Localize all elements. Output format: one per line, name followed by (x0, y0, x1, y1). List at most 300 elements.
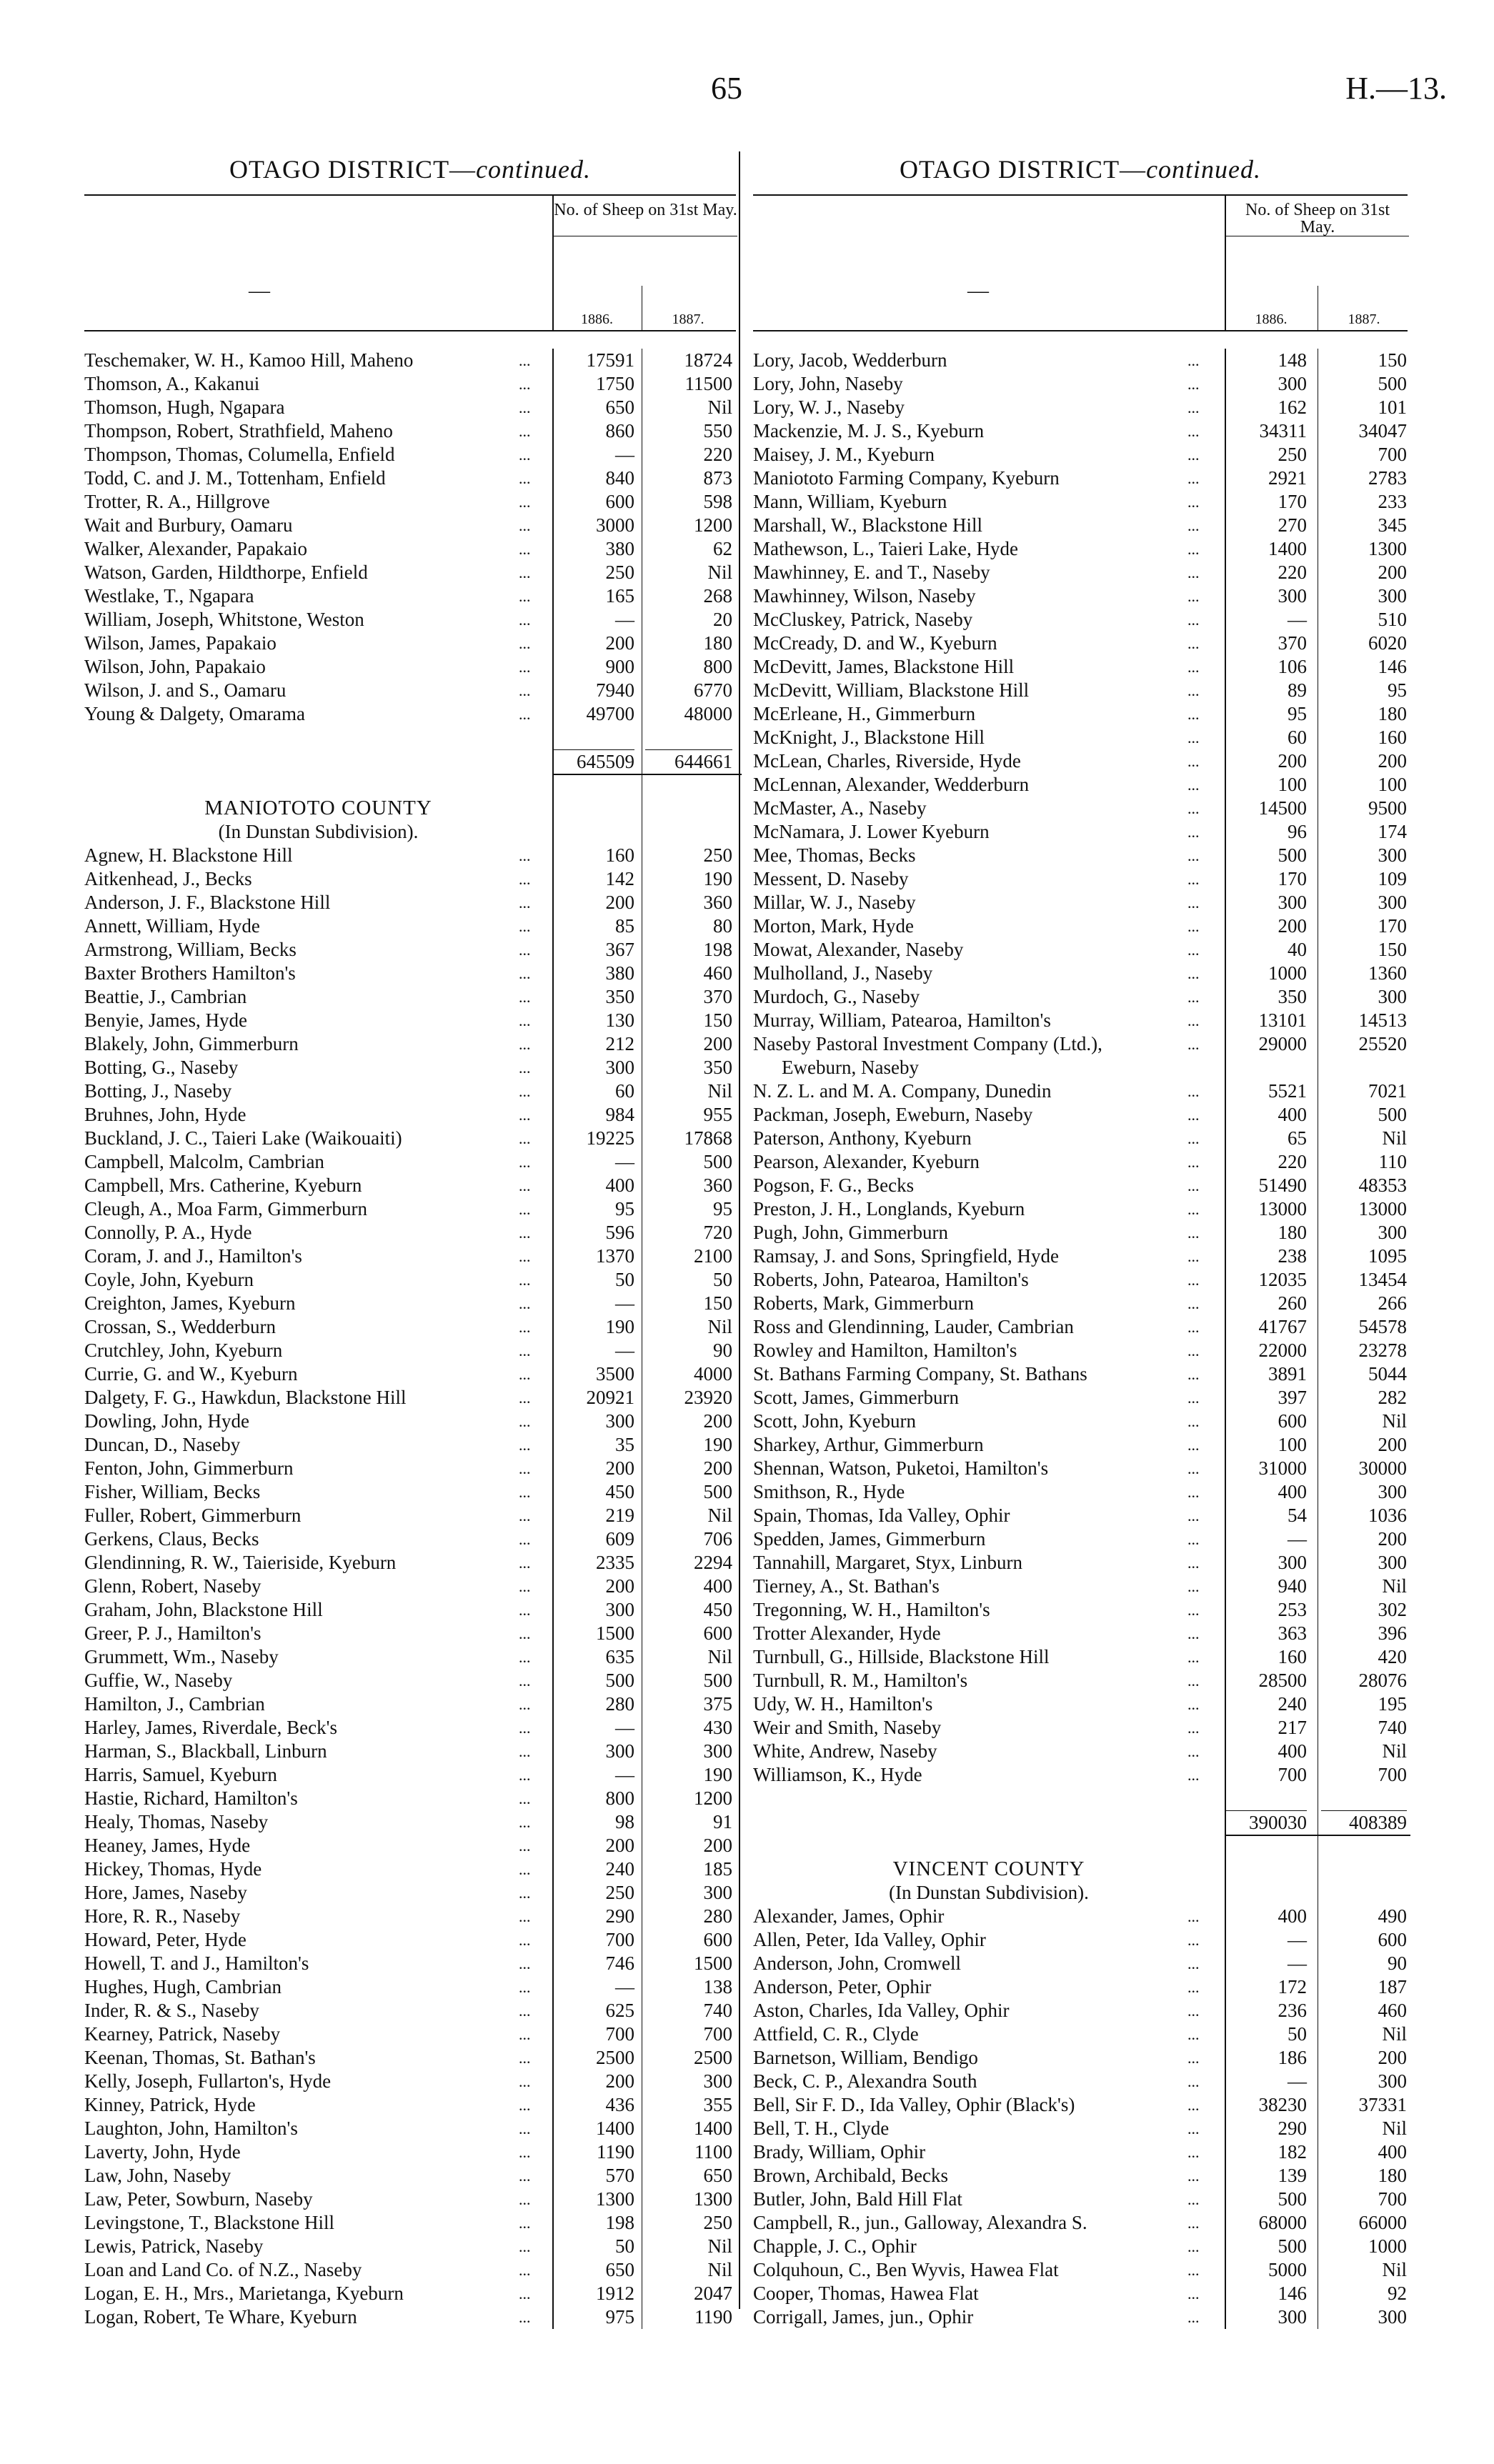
leader-dots: ... (1187, 1672, 1200, 1690)
sheep-1887: Nil (707, 1316, 732, 1337)
leader-dots: ... (519, 587, 531, 605)
owner-name: Mathewson, L., Taieri Lake, Hyde (753, 538, 1018, 559)
sheep-1886: 220 (1278, 562, 1307, 583)
sheep-1886: 400 (1278, 1905, 1307, 1927)
page-number: 65 (711, 71, 742, 106)
owner-row (84, 1079, 736, 1103)
owner-name: Smithson, R., Hyde (753, 1481, 905, 1502)
owner-row (84, 1174, 736, 1197)
sheep-1887: 170 (1378, 915, 1407, 937)
header-dash: — (967, 279, 989, 302)
leader-dots: ... (1187, 1436, 1200, 1454)
owner-row (753, 1480, 1408, 1504)
owner-name: Campbell, Malcolm, Cambrian (84, 1151, 324, 1172)
leader-dots: ... (519, 1153, 531, 1171)
owner-row (84, 1692, 736, 1716)
sheep-1886: 500 (1278, 2188, 1307, 2210)
center-column-rule (739, 151, 740, 2309)
owner-name: Westlake, T., Ngapara (84, 585, 254, 607)
owner-row (84, 1527, 736, 1551)
owner-row (753, 1504, 1408, 1527)
leader-dots: ... (519, 917, 531, 935)
owner-row (84, 1457, 736, 1480)
leader-dots: ... (519, 2120, 531, 2138)
leader-dots: ... (519, 1790, 531, 1807)
owner-name: Dowling, John, Hyde (84, 1410, 249, 1432)
leader-dots: ... (519, 1766, 531, 1784)
leader-dots: ... (1187, 917, 1200, 935)
owner-row (84, 1410, 736, 1433)
sheep-1886: 19225 (586, 1127, 634, 1149)
owner-name: Howard, Peter, Hyde (84, 1929, 246, 1950)
owner-name: Kelly, Joseph, Fullarton's, Hyde (84, 2070, 332, 2092)
owner-name: Barnetson, William, Bendigo (753, 2047, 978, 2068)
leader-dots: ... (519, 1295, 531, 1312)
owner-row (84, 867, 736, 891)
sheep-1886: 142 (605, 868, 634, 889)
total-1887: 408389 (1321, 1810, 1407, 1835)
leader-dots: ... (1187, 1247, 1200, 1265)
leader-dots: ... (1187, 964, 1200, 982)
owner-name: Scott, James, Gimmerburn (753, 1387, 959, 1408)
leader-dots: ... (519, 870, 531, 888)
owner-name: Coram, J. and J., Hamilton's (84, 1245, 302, 1267)
sheep-1886: 50 (615, 1269, 634, 1290)
owner-name: Murdoch, G., Naseby (753, 986, 920, 1007)
owner-name: Lewis, Patrick, Naseby (84, 2235, 264, 2257)
sheep-1887: 174 (1378, 821, 1407, 842)
leader-dots: ... (1187, 1318, 1200, 1336)
spacer-row (753, 1834, 1408, 1857)
leader-dots: ... (519, 941, 531, 959)
sheep-1886: 200 (605, 1835, 634, 1856)
owner-row (84, 1810, 736, 1834)
owner-row (753, 1433, 1408, 1457)
leader-dots: ... (519, 375, 531, 393)
leader-dots: ... (519, 1625, 531, 1642)
sheep-1887: Nil (1382, 1410, 1407, 1432)
sheep-1886: 60 (1288, 727, 1307, 748)
sheep-1887: 1400 (694, 2118, 732, 2139)
owner-name: Trotter, R. A., Hillgrove (84, 491, 270, 512)
leader-dots: ... (519, 1813, 531, 1831)
total-row (84, 749, 736, 773)
sheep-1887: Nil (1382, 2259, 1407, 2280)
leader-dots: ... (519, 2025, 531, 2043)
owner-name: Cooper, Thomas, Hawea Flat (753, 2283, 979, 2304)
owner-name: Wilson, John, Papakaio (84, 656, 266, 677)
leader-dots: ... (519, 1648, 531, 1666)
sheep-1886: 700 (605, 1929, 634, 1950)
sheep-1887: 28076 (1358, 1670, 1407, 1691)
owner-row (84, 514, 736, 537)
sheep-1886: 300 (605, 1740, 634, 1762)
sheep-1886: 240 (1278, 1693, 1307, 1715)
sheep-1886: 106 (1278, 656, 1307, 677)
owner-name: Cleugh, A., Moa Farm, Gimmerburn (84, 1198, 367, 1219)
owner-row (753, 1669, 1408, 1692)
leader-dots: ... (519, 2261, 531, 2279)
leader-dots: ... (1187, 2025, 1200, 2043)
leader-dots: ... (519, 1507, 531, 1525)
owner-name: Weir and Smith, Naseby (753, 1717, 942, 1738)
leader-dots: ... (1187, 1035, 1200, 1053)
leader-dots: ... (1187, 776, 1200, 794)
sheep-1887: 430 (703, 1717, 732, 1738)
sheep-1886: — (615, 1717, 634, 1738)
owner-name: Anderson, John, Cromwell (753, 1952, 961, 1974)
sheep-1886: 350 (605, 986, 634, 1007)
sheep-1887: 200 (1378, 1434, 1407, 1455)
owner-name: Benyie, James, Hyde (84, 1009, 247, 1031)
sheep-1887: 95 (1388, 679, 1407, 701)
owner-name: Rowley and Hamilton, Hamilton's (753, 1340, 1017, 1361)
owner-name: Logan, Robert, Te Whare, Kyeburn (84, 2306, 357, 2328)
sheep-1887: 1500 (694, 1952, 732, 1974)
sheep-1887: 54578 (1358, 1316, 1407, 1337)
owner-row (84, 2164, 736, 2188)
owner-name: Guffie, W., Naseby (84, 1670, 233, 1691)
owner-row (753, 1245, 1408, 1268)
owner-row (753, 679, 1408, 702)
sheep-1886: 840 (605, 467, 634, 489)
sheep-1886: — (615, 1292, 634, 1314)
owner-row (753, 914, 1408, 938)
leader-dots: ... (519, 1012, 531, 1029)
owner-name: Crossan, S., Wedderburn (84, 1316, 277, 1337)
sheep-1886: 3891 (1268, 1363, 1307, 1385)
owner-name: Ross and Glendinning, Lauder, Cambrian (753, 1316, 1074, 1337)
sheep-1886: 363 (1278, 1622, 1307, 1644)
owner-row (84, 2188, 736, 2211)
leader-dots: ... (519, 2308, 531, 2326)
owner-row (84, 1834, 736, 1857)
sheep-1886: 7940 (596, 679, 634, 701)
right-column (753, 151, 1408, 2329)
sheep-1887: 180 (703, 632, 732, 654)
owner-row (753, 2282, 1408, 2305)
sheep-1886: 300 (1278, 373, 1307, 394)
sheep-1887: 101 (1378, 396, 1407, 418)
owner-name: Tregonning, W. H., Hamilton's (753, 1599, 990, 1620)
owner-row (753, 1527, 1408, 1551)
owner-row (753, 1457, 1408, 1480)
sheep-1887: 300 (1378, 1552, 1407, 1573)
owner-row (753, 1952, 1408, 1975)
owner-name: Annett, William, Hyde (84, 915, 260, 937)
sheep-1886: 370 (1278, 632, 1307, 654)
sheep-1887: Nil (707, 1646, 732, 1667)
sheep-1886: 85 (615, 915, 634, 937)
leader-dots: ... (1187, 1742, 1200, 1760)
sheep-1886: 900 (605, 656, 634, 677)
sheep-1886: 95 (1288, 703, 1307, 724)
owner-name: Paterson, Anthony, Kyeburn (753, 1127, 972, 1149)
sheep-1887: 282 (1378, 1387, 1407, 1408)
sheep-1886: 217 (1278, 1717, 1307, 1738)
owner-name: Attfield, C. R., Clyde (753, 2023, 919, 2045)
leader-dots: ... (1187, 1978, 1200, 1996)
sheep-1887: 510 (1378, 609, 1407, 630)
sheep-1886: 182 (1278, 2141, 1307, 2163)
sheep-1887: Nil (1382, 1575, 1407, 1597)
county-title (753, 1857, 1408, 1881)
sheep-1887: 66000 (1358, 2212, 1407, 2233)
sheep-1887: 23278 (1358, 1340, 1407, 1361)
leader-dots: ... (1187, 1412, 1200, 1430)
leader-dots: ... (1187, 1082, 1200, 1100)
owner-name: McMaster, A., Naseby (753, 797, 927, 819)
leader-dots: ... (519, 1035, 531, 1053)
leader-dots: ... (519, 1412, 531, 1430)
leader-dots: ... (1187, 493, 1200, 511)
sheep-1886: 800 (605, 1787, 634, 1809)
owner-name: Spedden, James, Gimmerburn (753, 1528, 986, 1550)
owner-row (84, 1433, 736, 1457)
sheep-1886: 50 (615, 2235, 634, 2257)
sheep-1886: — (1288, 609, 1307, 630)
sheep-1887: 490 (1378, 1905, 1407, 1927)
leader-dots: ... (519, 2049, 531, 2067)
sheep-1887: 500 (703, 1670, 732, 1691)
sheep-1886: 29000 (1258, 1033, 1307, 1054)
owner-row (84, 1362, 736, 1386)
sheep-1887: 720 (703, 1222, 732, 1243)
header-dash: — (249, 279, 270, 302)
owner-row (753, 773, 1408, 797)
sheep-1886: 609 (605, 1528, 634, 1550)
sheep-1887: 375 (703, 1693, 732, 1715)
sheep-1886: 260 (1278, 1292, 1307, 1314)
owner-row (84, 443, 736, 467)
sheep-1886: 200 (605, 632, 634, 654)
sheep-1886: 13101 (1258, 1009, 1307, 1031)
sheep-1886: 172 (1278, 1976, 1307, 1997)
sheep-1887: 138 (703, 1976, 732, 1997)
leader-dots: ... (1187, 351, 1200, 369)
owner-name: Millar, W. J., Naseby (753, 892, 916, 913)
sheep-1887: 1200 (694, 514, 732, 536)
sheep-1887: 95 (713, 1198, 732, 1219)
owner-row (753, 1740, 1408, 1763)
sheep-1886: 570 (605, 2165, 634, 2186)
owner-name: Heaney, James, Hyde (84, 1835, 251, 1856)
sheep-1886: 290 (1278, 2118, 1307, 2139)
owner-name: Hore, R. R., Naseby (84, 1905, 241, 1927)
sheep-1887: 23920 (684, 1387, 732, 1408)
sheep-1887: 198 (703, 939, 732, 960)
owner-name: McLennan, Alexander, Wedderburn (753, 774, 1030, 795)
owner-row (84, 2022, 736, 2046)
left-heading: OTAGO DISTRICT—continued. (229, 155, 592, 184)
sheep-1887: 268 (703, 585, 732, 607)
sheep-1887: 250 (703, 844, 732, 866)
owner-name: Messent, D. Naseby (753, 868, 909, 889)
owner-name: Armstrong, William, Becks (84, 939, 297, 960)
sheep-1887: 2783 (1368, 467, 1407, 489)
leader-dots: ... (1187, 1295, 1200, 1312)
owner-row (84, 1787, 736, 1810)
owner-row (753, 2164, 1408, 2188)
owner-row (84, 1622, 736, 1645)
leader-dots: ... (1187, 564, 1200, 582)
owner-name: Thompson, Robert, Strathfield, Maheno (84, 420, 393, 442)
owner-row (753, 844, 1408, 867)
owner-name: Pogson, F. G., Becks (753, 1174, 915, 1196)
sheep-1887: 280 (703, 1905, 732, 1927)
leader-dots: ... (1187, 1483, 1200, 1501)
owner-row (753, 1905, 1408, 1928)
year-1886-header: 1886. (581, 311, 613, 327)
sheep-1887: 250 (703, 2212, 732, 2233)
owner-name: Mulholland, J., Naseby (753, 962, 933, 984)
leader-dots: ... (519, 446, 531, 464)
owner-row (753, 1645, 1408, 1669)
sheep-1886: 1190 (597, 2141, 634, 2163)
leader-dots: ... (519, 1955, 531, 1972)
owner-row (84, 914, 736, 938)
owner-row (753, 1362, 1408, 1386)
leader-dots: ... (519, 2190, 531, 2208)
sheep-1887: Nil (707, 2235, 732, 2257)
leader-dots: ... (519, 894, 531, 912)
sheep-1887: 160 (1378, 727, 1407, 748)
owner-name: Buckland, J. C., Taieri Lake (Waikouaiti) (84, 1127, 402, 1149)
entry-continuation (753, 1056, 1408, 1079)
sheep-1887: 233 (1378, 491, 1407, 512)
sheep-1887: 300 (1378, 986, 1407, 1007)
sheep-1887: 190 (703, 1764, 732, 1785)
owner-row (84, 1197, 736, 1221)
sheep-1886: 625 (605, 2000, 634, 2021)
owner-name: Lory, W. J., Naseby (753, 396, 905, 418)
owner-row (84, 2140, 736, 2164)
leader-dots: ... (519, 1931, 531, 1949)
owner-name: Hastie, Richard, Hamilton's (84, 1787, 298, 1809)
leader-dots: ... (1187, 611, 1200, 629)
sheep-1886: 28500 (1258, 1670, 1307, 1691)
owner-row (753, 1268, 1408, 1292)
sheep-1887: 1200 (694, 1787, 732, 1809)
owner-row (753, 2188, 1408, 2211)
sheep-1886: 20921 (586, 1387, 634, 1408)
sheep-1886: 400 (605, 1174, 634, 1196)
owner-row (84, 1103, 736, 1127)
sheep-1886: 280 (605, 1693, 634, 1715)
owner-name: Law, John, Naseby (84, 2165, 231, 2186)
owner-name: Maisey, J. M., Kyeburn (753, 444, 935, 465)
owner-name: Botting, G., Naseby (84, 1057, 239, 1078)
sheep-1886: 41767 (1258, 1316, 1307, 1337)
sheep-1887: 190 (703, 1434, 732, 1455)
owner-name: Kearney, Patrick, Naseby (84, 2023, 281, 2045)
sheep-1886: 186 (1278, 2047, 1307, 2068)
owner-row (84, 467, 736, 490)
sheep-1886: 300 (1278, 892, 1307, 913)
total-1886: 645509 (552, 749, 634, 774)
leader-dots: ... (1187, 2167, 1200, 2185)
owner-name: Agnew, H. Blackstone Hill (84, 844, 293, 866)
owner-name: Teschemaker, W. H., Kamoo Hill, Maheno (84, 349, 414, 371)
leader-dots: ... (519, 2096, 531, 2114)
sheep-1886: 1400 (1268, 538, 1307, 559)
sheep-1886: 596 (605, 1222, 634, 1243)
leader-dots: ... (1187, 1224, 1200, 1242)
sheep-1886: 380 (605, 538, 634, 559)
owner-name: Pugh, John, Gimmerburn (753, 1222, 948, 1243)
leader-dots: ... (1187, 1577, 1200, 1595)
sheep-1886: 700 (605, 2023, 634, 2045)
owner-row (84, 2282, 736, 2305)
sheep-1886: 300 (1278, 2306, 1307, 2328)
sheep-1886: 400 (1278, 1104, 1307, 1125)
sheep-1887: 500 (703, 1481, 732, 1502)
owner-row (84, 1669, 736, 1692)
owner-name: White, Andrew, Naseby (753, 1740, 937, 1762)
owner-name: Preston, J. H., Longlands, Kyeburn (753, 1198, 1025, 1219)
owner-name: McDevitt, William, Blackstone Hill (753, 679, 1030, 701)
sheep-1887: 50 (713, 1269, 732, 1290)
owner-name: Levingstone, T., Blackstone Hill (84, 2212, 334, 2233)
sheep-1886: 250 (605, 562, 634, 583)
leader-dots: ... (1187, 1012, 1200, 1029)
sheep-1887: 25520 (1358, 1033, 1407, 1054)
owner-row (84, 1315, 736, 1339)
owner-name: Walker, Alexander, Papakaio (84, 538, 308, 559)
owner-row (753, 702, 1408, 726)
owner-row (84, 985, 736, 1009)
sheep-1886: 2500 (596, 2047, 634, 2068)
sheep-1887: 955 (703, 1104, 732, 1125)
sheep-1887: 360 (703, 1174, 732, 1196)
owner-row (84, 844, 736, 867)
owner-row (84, 608, 736, 632)
sheep-1887: 150 (703, 1292, 732, 1314)
owner-row (84, 2046, 736, 2070)
owner-name: Greer, P. J., Hamilton's (84, 1622, 262, 1644)
owner-row (84, 1740, 736, 1763)
owner-row (84, 584, 736, 608)
owner-name: Fuller, Robert, Gimmerburn (84, 1505, 302, 1526)
leader-dots: ... (519, 1200, 531, 1218)
leader-dots: ... (1187, 540, 1200, 558)
right-table-body (753, 349, 1408, 2329)
leader-dots: ... (519, 988, 531, 1006)
leader-dots: ... (519, 1907, 531, 1925)
sheep-1886: 200 (605, 892, 634, 913)
sheep-1887: 600 (703, 1929, 732, 1950)
leader-dots: ... (1187, 634, 1200, 652)
leader-dots: ... (519, 1129, 531, 1147)
owner-name: Lory, Jacob, Wedderburn (753, 349, 947, 371)
leader-dots: ... (519, 1719, 531, 1737)
owner-name: Alexander, James, Ophir (753, 1905, 945, 1927)
sheep-1886: 5000 (1268, 2259, 1307, 2280)
owner-name: Dalgety, F. G., Hawkdun, Blackstone Hill (84, 1387, 407, 1408)
owner-name: Wilson, James, Papakaio (84, 632, 277, 654)
leader-dots: ... (1187, 1907, 1200, 1925)
leader-dots: ... (1187, 729, 1200, 747)
sheep-1886: 290 (605, 1905, 634, 1927)
leader-dots: ... (1187, 894, 1200, 912)
leader-dots: ... (519, 847, 531, 864)
sheep-1886: 2921 (1268, 467, 1307, 489)
sheep-1886: 300 (1278, 1552, 1307, 1573)
owner-name: Keenan, Thomas, St. Bathan's (84, 2047, 316, 2068)
sheep-1886: — (615, 1976, 634, 1997)
owner-name: Botting, J., Naseby (84, 1080, 232, 1102)
sheep-1887: 740 (703, 2000, 732, 2021)
